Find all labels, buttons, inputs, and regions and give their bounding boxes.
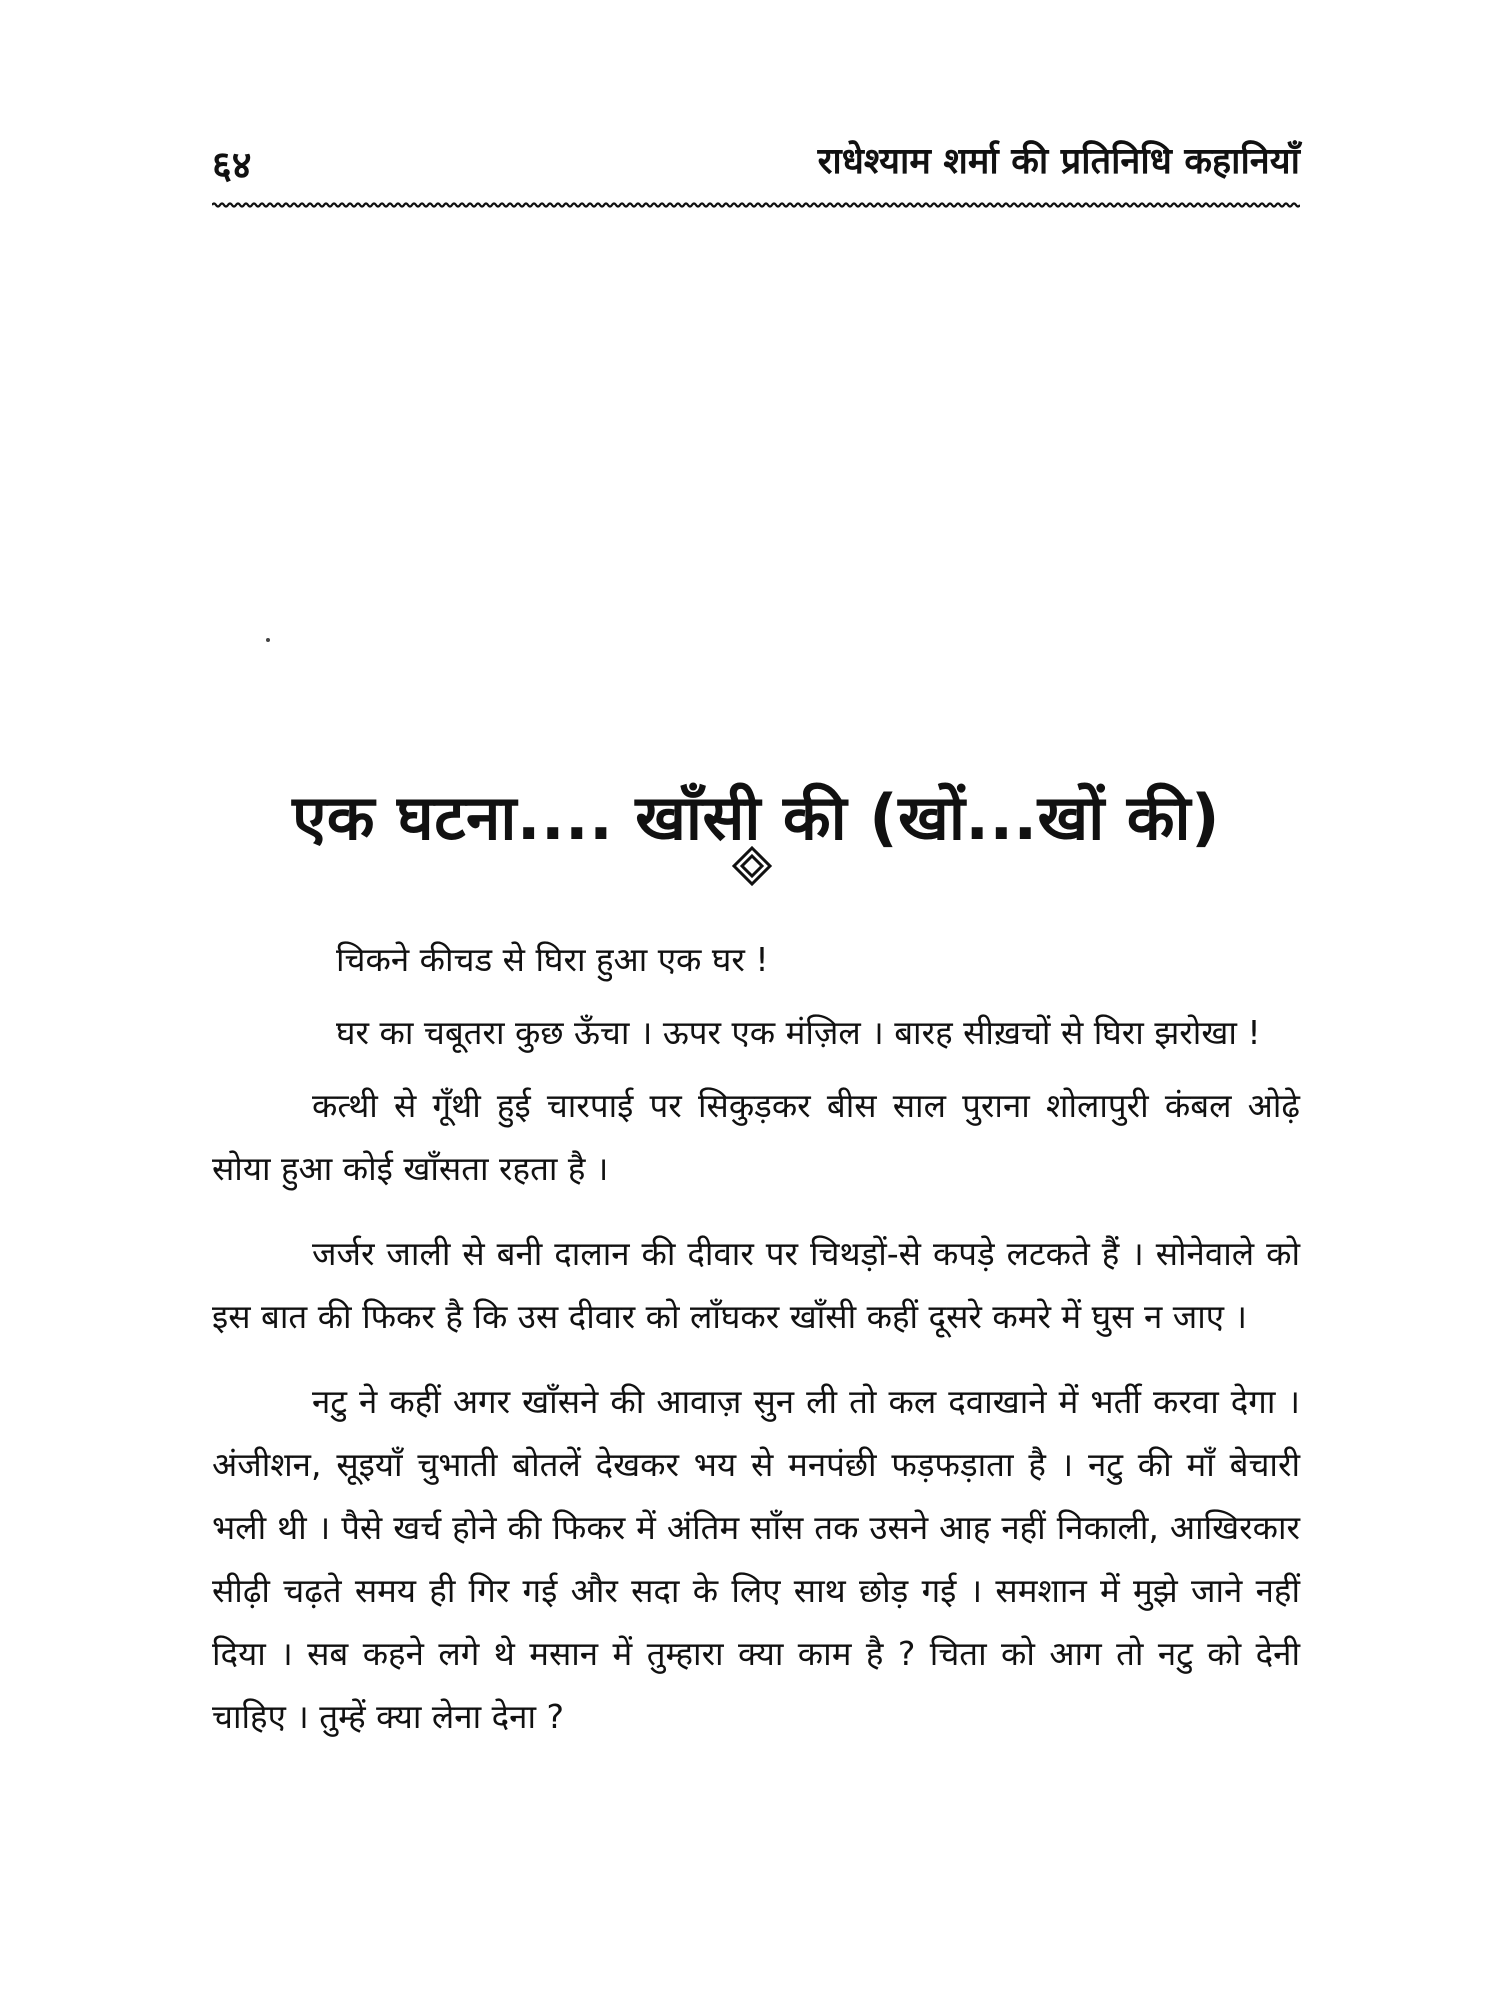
paragraph-5: नटु ने कहीं अगर खाँसने की आवाज़ सुन ली तो कल दवाखाने में भर्ती करवा देगा । अंजीशन, सूइयाँ चुभाती बोतलें देखकर भय से मनपंछी फड़फड़ाता है । नटु की माँ बेचारी भली थी । पैसे खर्च होने की फिकर में अंतिम साँस तक उसने आह नहीं निकाली, आखिरकार सीढ़ी चढ़ते समय ही गिर गई और सदा के लिए साथ छोड़ गई । समशान में मुझे जाने नहीं दिया । सब कहने लगे थे मसान में तुम्हारा क्या काम है ? चिता को आग तो नटु को देनी चाहिए । तुम्हें क्या लेना देना ? <box>212 1382 1300 1736</box>
header-wavy-rule <box>212 199 1300 211</box>
page-header <box>212 138 1300 198</box>
paragraph-1: चिकने कीचड से घिरा हुआ एक घर ! <box>336 940 769 979</box>
story-body <box>212 928 1300 1758</box>
running-title: राधेश्याम शर्मा की प्रतिनिधि कहानियाँ <box>817 141 1300 182</box>
paragraph-3: कत्थी से गूँथी हुई चारपाई पर सिकुड़कर बीस साल पुराना शोलापुरी कंबल ओढ़े सोया हुआ कोई खाँसता रहता है । <box>212 1086 1300 1188</box>
paragraph-2: घर का चबूतरा कुछ ऊँचा । ऊपर एक मंज़िल । बारह सीख़चों से घिरा झरोखा ! <box>336 1013 1261 1052</box>
print-speck <box>266 638 270 642</box>
diamond-ornament-icon <box>732 846 772 886</box>
story-title: एक घटना.... खाँसी की (खों...खों की) <box>292 780 1220 854</box>
page-number: ६४ <box>212 143 252 187</box>
paragraph-4: जर्जर जाली से बनी दालान की दीवार पर चिथड़ों-से कपड़े लटकते हैं । सोनेवाले को इस बात की फिकर है कि उस दीवार को लाँघकर खाँसी कहीं दूसरे कमरे में घुस न जाए । <box>212 1234 1300 1336</box>
